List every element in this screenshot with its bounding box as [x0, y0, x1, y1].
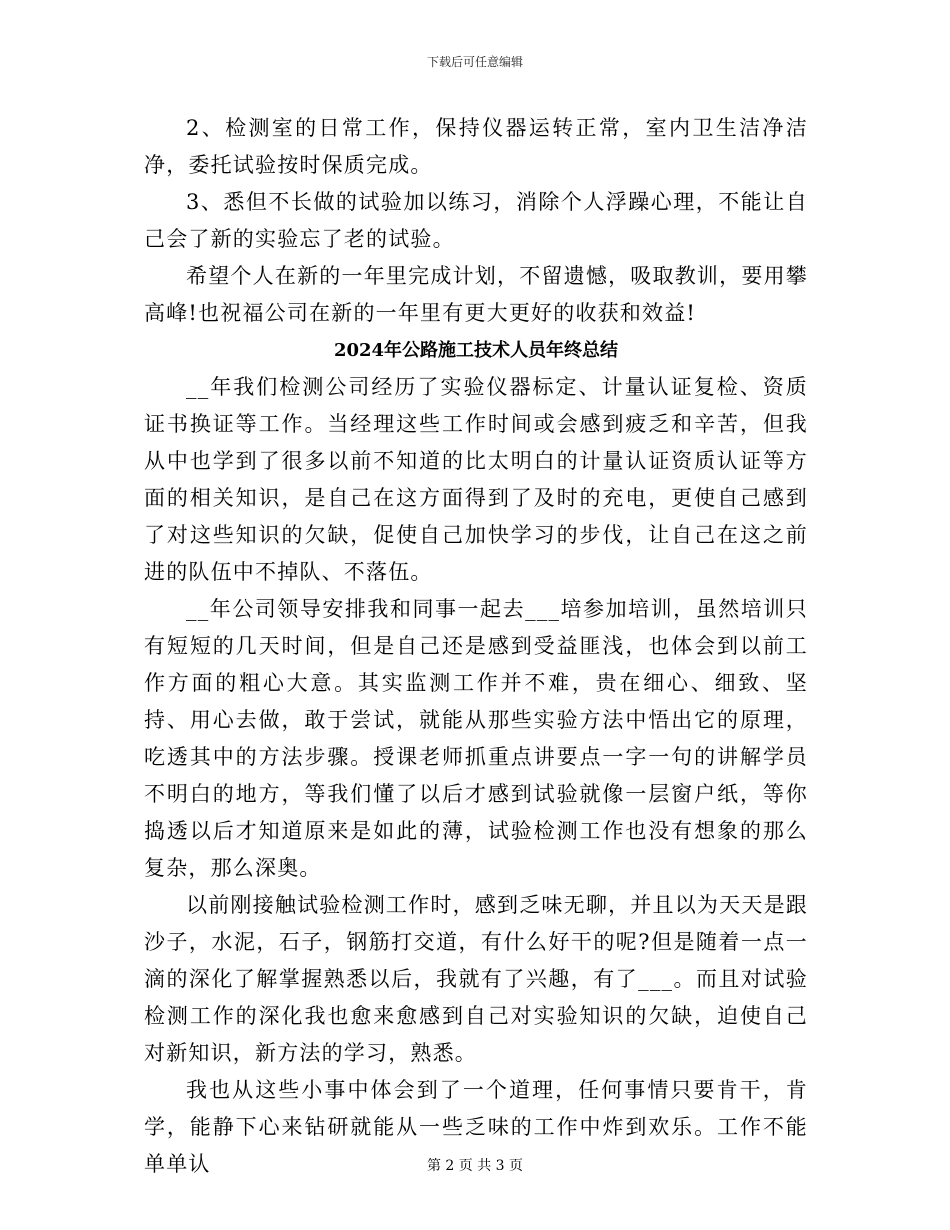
- page-header-note: 下载后可任意编辑: [426, 55, 523, 69]
- page-number: 第 2 页 共 3 页: [426, 1158, 524, 1174]
- paragraph-item-2: 2、检测室的日常工作，保持仪器运转正常，室内卫生洁净洁净，委托试验按时保质完成。: [144, 116, 808, 177]
- paragraph-interest: 以前刚接触试验检测工作时，感到乏味无聊，并且以为天天是跟沙子，水泥，石子，钢筋打交道，有什么好干的呢?但是随着一点一滴的深化了解掌握熟悉以后，我就有了兴趣，有了___。而且对试验检测工作的深化我也愈来愈感到自己对实验知识的欠缺，迫使自己对新知识，新方法的学习，熟悉。: [144, 893, 808, 1065]
- document-body: [144, 110, 808, 1183]
- document-title: 2024年公路施工技术人员年终总结: [333, 340, 619, 361]
- paragraph-company-work: __年我们检测公司经历了实验仪器标定、计量认证复检、资质证书换证等工作。当经理这些工作时间或会感到疲乏和辛苦，但我从中也学到了很多以前不知道的比太明白的计量认证资质认证等方面的相关知识，是自己在这方面得到了及时的充电，更使自己感到了对这些知识的欠缺，促使自己加快学习的步伐，让自己在这之前进的队伍中不掉队、不落伍。: [144, 375, 808, 584]
- paragraph-item-3: 3、悉但不长做的试验加以练习，消除个人浮躁心理，不能让自己会了新的实验忘了老的试验。: [144, 190, 808, 251]
- paragraph-training: __年公司领导安排我和同事一起去___培参加培训，虽然培训只有短短的几天时间，但是自己还是感到受益匪浅，也体会到以前工作方面的粗心大意。其实监测工作并不难，贵在细心、细致、坚持、用心去做，敢于尝试，就能从那些实验方法中悟出它的原理，吃透其中的方法步骤。授课老师抓重点讲要点一字一句的讲解学员不明白的地方，等我们懂了以后才感到试验就像一层窗户纸，等你捣透以后才知道原来是如此的薄，试验检测工作也没有想象的那么复杂，那么深奥。: [144, 597, 808, 880]
- paragraph-lesson: 我也从这些小事中体会到了一个道理，任何事情只要肯干，肯学，能静下心来钻研就能从一些乏味的工作中炸到欢乐。工作不能单单认: [144, 1078, 808, 1176]
- paragraph-closing-wish: 希望个人在新的一年里完成计划，不留遗憾，吸取教训，要用攀高峰!也祝福公司在新的一年里有更大更好的收获和效益!: [144, 264, 808, 325]
